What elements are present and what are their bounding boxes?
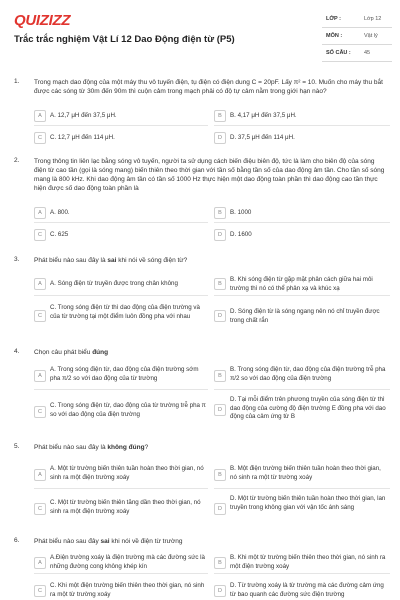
question-text: Trong mạch dao động của một máy thu vô tuyến điện, tụ điện có điện dung C = 20pF. Lấy π² = 10. Muốn cho máy thu bắt được các sóng từ 30m đến 90m thì cuộn cảm trong mạch phải có độ tự cảm nằm trong giới hạn nào? bbox=[34, 79, 383, 95]
option-letter: D bbox=[214, 310, 226, 322]
question-emphasis: đúng bbox=[92, 349, 109, 356]
option-letter: C bbox=[34, 406, 46, 418]
option-letter: D bbox=[214, 132, 226, 144]
question-text: Trong thông tin liên lạc bằng sóng vô tuyến, người ta sử dụng cách biến điệu biên độ, tức là làm cho biên độ của sóng điện từ cao tần (gọi là sóng mang) biến thiên theo thời gian với tần số bằng tần số của dao động âm tần. Cho tần số sóng mang là 800 kHz. Khi dao động âm tần có tần số 1000 Hz thực hiện một dao động toàn phần thì dao động cao tần thực hiện được số dao động toàn phần là bbox=[34, 158, 385, 192]
option-text: C. Khi một điện trường biến thiên theo thời gian, nó sinh ra một từ trường xoáy bbox=[50, 582, 205, 598]
option-letter: D bbox=[214, 404, 226, 416]
option-text: B. Khi sóng điện từ gặp mặt phân cách giữa hai môi trường thì nó có thể phản xạ và khúc xạ bbox=[230, 276, 373, 292]
option-a[interactable] bbox=[34, 274, 208, 296]
option-letter: C bbox=[34, 503, 46, 515]
option-d[interactable] bbox=[214, 394, 390, 428]
question-text-pre: Chọn câu phát biểu bbox=[34, 349, 93, 356]
option-text: A. Sóng điện từ truyền được trong chân không bbox=[50, 280, 178, 287]
option-text: B. Khi một từ trường biến thiên theo thời gian, nó sinh ra một điện trường xoáy bbox=[230, 554, 386, 570]
question-text-pre: Phát biểu nào sau đây bbox=[34, 538, 101, 545]
question-emphasis: sai bbox=[107, 257, 117, 264]
question-emphasis: sai bbox=[100, 538, 110, 545]
question-text bbox=[34, 348, 388, 357]
meta-value: Lớp 12 bbox=[364, 16, 382, 22]
question-text-post: khi nói về điện từ trường bbox=[109, 538, 183, 545]
option-text: D. Sóng điện từ là sóng ngang nên nó chỉ truyền được trong chất rắn bbox=[230, 308, 380, 324]
option-c[interactable] bbox=[34, 497, 208, 519]
question-number: 3. bbox=[14, 256, 20, 263]
option-letter: A bbox=[34, 110, 46, 122]
option-letter: B bbox=[214, 557, 226, 569]
option-c[interactable] bbox=[34, 400, 208, 422]
option-a[interactable] bbox=[34, 106, 208, 126]
quizizz-logo[interactable]: QUIZIZZ bbox=[14, 12, 71, 29]
option-text: C. 12,7 μH đến 114 μH. bbox=[50, 134, 115, 141]
question-text-pre: Phát biểu nào sau đây là bbox=[34, 444, 108, 451]
option-c[interactable] bbox=[34, 302, 208, 330]
meta-key: SỐ CÂU : bbox=[326, 50, 351, 56]
page-title: Trắc trắc nghiệm Vật Lí 12 Dao Động điện từ (P5) bbox=[14, 34, 235, 45]
option-a[interactable] bbox=[34, 463, 208, 489]
option-letter: C bbox=[34, 132, 46, 144]
option-b[interactable] bbox=[214, 274, 390, 296]
question-number: 4. bbox=[14, 348, 20, 355]
question-text bbox=[34, 537, 388, 546]
option-text: D. 1600 bbox=[230, 231, 252, 238]
option-d[interactable] bbox=[214, 128, 390, 148]
option-c[interactable] bbox=[34, 580, 208, 600]
meta-value: 45 bbox=[364, 50, 371, 56]
question-text-pre: Phát biểu nào sau đây là bbox=[34, 257, 108, 264]
option-text: D. Một từ trường biến thiên tuần hoàn theo thời gian, lan truyền trong không gian với vận tốc ánh sáng bbox=[230, 495, 386, 511]
option-letter: B bbox=[214, 469, 226, 481]
question-text-post: ? bbox=[144, 444, 149, 451]
option-text: A. Trong sóng điện từ, dao động của điện trường sớm pha π/2 so với dao động của từ trường bbox=[50, 366, 199, 382]
option-text: B. 1000 bbox=[230, 209, 252, 216]
option-c[interactable] bbox=[34, 128, 208, 148]
question-number: 6. bbox=[14, 537, 20, 544]
question-number: 1. bbox=[14, 78, 20, 85]
option-letter: C bbox=[34, 310, 46, 322]
meta-value: Vật lý bbox=[364, 33, 378, 39]
option-d[interactable] bbox=[214, 225, 390, 245]
option-b[interactable] bbox=[214, 203, 390, 223]
option-text: D. Tại mỗi điểm trên phương truyền của sóng điện từ thì dao động của cường độ điện trường E đồng pha với dao động của cảm ứng từ B bbox=[230, 396, 386, 420]
option-letter: B bbox=[214, 110, 226, 122]
option-text: A. 800. bbox=[50, 209, 70, 216]
meta-row-count bbox=[322, 45, 392, 62]
option-letter: D bbox=[214, 229, 226, 241]
meta-row-subject bbox=[322, 28, 392, 45]
question-number: 5. bbox=[14, 443, 20, 450]
meta-key: MÔN : bbox=[326, 33, 343, 39]
option-c[interactable] bbox=[34, 225, 208, 245]
option-a[interactable] bbox=[34, 552, 208, 574]
meta-key: LỚP : bbox=[326, 16, 341, 22]
option-text: C. Trong sóng điện từ thì dao động của điện trường và của từ trường tại một điểm luôn đồng pha với nhau bbox=[50, 304, 200, 320]
option-letter: C bbox=[34, 585, 46, 597]
question-text-post: khi nói về sóng điện từ? bbox=[116, 257, 188, 264]
option-letter: D bbox=[214, 585, 226, 597]
option-letter: A bbox=[34, 370, 46, 382]
meta-row-class bbox=[322, 11, 392, 28]
option-d[interactable] bbox=[214, 580, 390, 600]
option-b[interactable] bbox=[214, 552, 390, 574]
option-letter: C bbox=[34, 229, 46, 241]
option-text: C. Một từ trường biến thiên tăng dần theo thời gian, nó sinh ra một điện trường xoáy bbox=[50, 499, 201, 515]
header bbox=[0, 0, 400, 62]
option-a[interactable] bbox=[34, 364, 208, 390]
option-text: A.Điện trường xoáy là điện trường mà các đường sức là những đường cong không khép kín bbox=[50, 554, 205, 570]
question-emphasis: không đúng bbox=[107, 444, 145, 451]
option-letter: A bbox=[34, 469, 46, 481]
option-letter: B bbox=[214, 370, 226, 382]
option-text: D. 37,5 μH đến 114 μH. bbox=[230, 134, 295, 141]
option-text: C. 625 bbox=[50, 231, 69, 238]
option-letter: D bbox=[214, 503, 226, 515]
option-text: B. 4,17 μH đến 37,5 μH. bbox=[230, 112, 297, 119]
option-text: B. Một điện trường biến thiên tuần hoàn theo thời gian, nó sinh ra một từ trường xoáy bbox=[230, 465, 381, 481]
option-letter: A bbox=[34, 557, 46, 569]
option-letter: A bbox=[34, 207, 46, 219]
option-text: B. Trong sóng điện từ, dao động của điện trường trễ pha π/2 so với dao động của điện trường bbox=[230, 366, 386, 382]
option-b[interactable] bbox=[214, 364, 390, 390]
question-text bbox=[34, 256, 388, 265]
option-d[interactable] bbox=[214, 306, 390, 326]
option-letter: B bbox=[214, 207, 226, 219]
question-text bbox=[34, 443, 388, 452]
option-text: A. 12,7 μH đến 37,5 μH. bbox=[50, 112, 117, 119]
option-a[interactable] bbox=[34, 203, 208, 223]
option-b[interactable] bbox=[214, 463, 390, 489]
meta-table bbox=[322, 11, 392, 62]
option-text: C. Trong sóng điện từ, dao động của từ trường trễ pha π so với dao động của điện trường bbox=[50, 402, 206, 418]
option-text: A. Một từ trường biến thiên tuần hoàn theo thời gian, nó sinh ra một điện trường xoáy bbox=[50, 465, 204, 481]
question-number: 2. bbox=[14, 157, 20, 164]
option-b[interactable] bbox=[214, 106, 390, 126]
option-letter: B bbox=[214, 278, 226, 290]
option-text: D. Từ trường xoáy là từ trường mà các đường cảm ứng từ bao quanh các đường sức điện trường bbox=[230, 582, 384, 598]
option-letter: A bbox=[34, 278, 46, 290]
option-d[interactable] bbox=[214, 493, 390, 525]
